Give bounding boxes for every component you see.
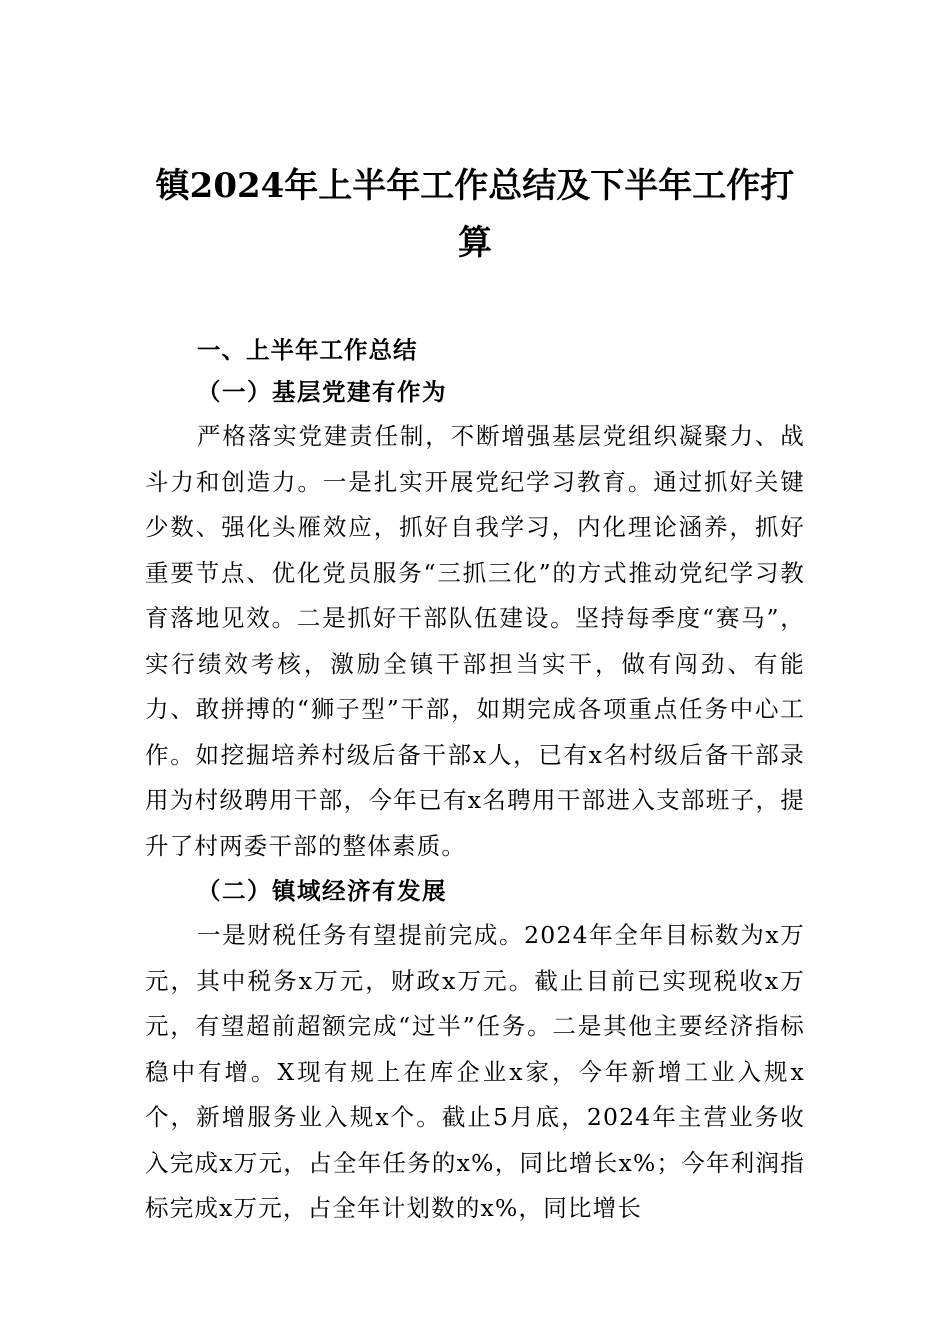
document-title: 镇2024年上半年工作总结及下半年工作打算 (155, 166, 795, 263)
paragraph-economy: 一是财税任务有望提前完成。2024年全年目标数为x万元，其中税务x万元，财政x万元。截止目前已实现税收x万元，有望超前超额完成“过半”任务。二是其他主要经济指标稳中有增。X现有规上在库企业x家，今年新增工业入规x个，新增服务业入规x个。截止5月底，2024年主营业务收入完成x万元，占全年任务的x%，同比增长x%；今年利润指标完成x万元，占全年计划数的x%，同比增长 (145, 921, 805, 1222)
subsection-heading-party-building: （一）基层党建有作为 (197, 378, 447, 406)
document-body (145, 330, 805, 1232)
paragraph-party-building: 严格落实党建责任制，不断增强基层党组织凝聚力、战斗力和创造力。一是扎实开展党纪学习教育。通过抓好关键少数、强化头雁效应，抓好自我学习，内化理论涵养，抓好重要节点、优化党员服务“三抓三化”的方式推动党纪学习教育落地见效。二是抓好干部队伍建设。坚持每季度“赛马”，实行绩效考核，激励全镇干部担当实干，做有闯劲、有能力、敢拼搏的“狮子型”干部，如期完成各项重点任务中心工作。如挖掘培养村级后备干部x人，已有x名村级后备干部录用为村级聘用干部，今年已有x名聘用干部进入支部班子，提升了村两委干部的整体素质。 (145, 422, 805, 860)
section-heading: 一、上半年工作总结 (197, 336, 418, 364)
subsection-heading-economy: （二）镇域经济有发展 (197, 877, 447, 905)
